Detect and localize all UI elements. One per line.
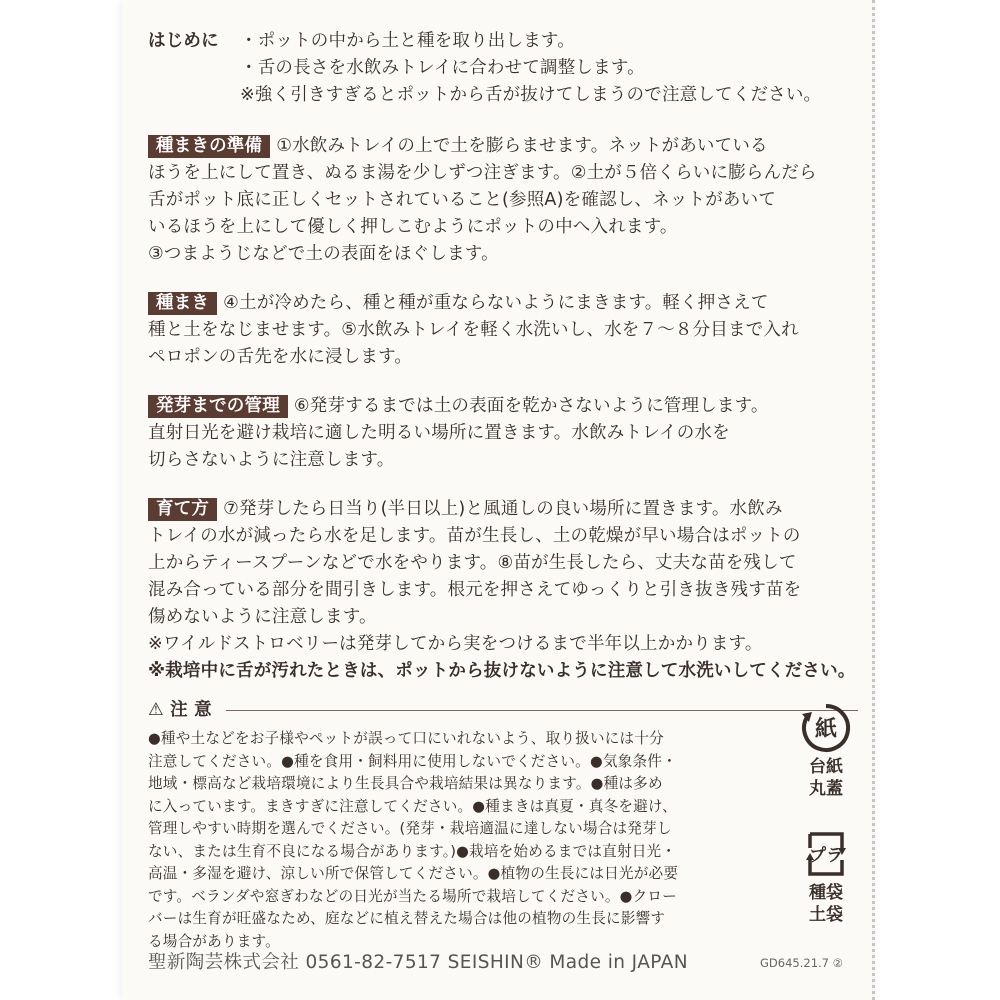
plastic-caption-2: 土袋: [809, 905, 843, 925]
section-badge: 発芽までの管理: [148, 395, 288, 418]
section-line: ペロポンの舌先を水に浸します。: [148, 347, 413, 367]
intro-line: ・舌の長さを水飲みトレイに合わせて調整します。: [240, 58, 645, 78]
section-how-to-grow: [148, 496, 858, 685]
section-line: ほうを上にして置き、ぬるま湯を少しずつ注ぎます。②土が５倍くらいに膨らんだら: [148, 163, 817, 183]
caution-heading: ⚠ 注 意: [148, 700, 212, 720]
section-badge: 育て方: [148, 498, 217, 521]
intro-line: ・ポットの中から土と種を取り出します。: [240, 31, 575, 51]
section-line: トレイの水が減ったら水を足します。苗が生長し、土の乾燥が早い場合はポットの: [148, 526, 801, 546]
section-line: ①水飲みトレイの上で土を膨らませます。ネットがあいている: [276, 136, 768, 156]
paper-symbol: 紙: [814, 717, 838, 742]
caution-heading-row: [148, 697, 858, 724]
section-germination-care: [148, 393, 858, 474]
perforation-line: [872, 0, 875, 1000]
intro-section: [148, 28, 858, 109]
intro-lines: [240, 28, 821, 109]
caution-line: です。ベランダや窓ぎわなどの日光が当たる場所で栽培してください。●クロー: [148, 887, 677, 905]
section-line: 直射日光を避け栽培に適した明るい場所に置きます。水飲みトレイの水を: [148, 423, 730, 443]
paper-recycle-icon: [798, 700, 854, 756]
caution-line: ●種や土などをお子様やペットが誤って口にいれないよう、取り扱いには十分: [148, 730, 664, 747]
section-line: ③つまようじなどで土の表面をほぐします。: [148, 244, 499, 264]
caution-line: 高温・多湿を避け、涼しい所で保管してください。●植物の生長には日光が必要: [148, 865, 679, 882]
bold-note: ※栽培中に舌が汚れたときは、ポットから抜けないように注意して水洗いしてください。: [148, 661, 856, 681]
section-line: ⑥発芽するまでは土の表面を乾かさないように管理します。: [293, 396, 769, 416]
section-badge: 種まきの準備: [148, 135, 270, 158]
plastic-recycle-icon: [798, 826, 854, 882]
section-line: 種と土をなじませます。⑤水飲みトレイを軽く水洗いし、水を７〜８分目まで入れ: [148, 320, 799, 340]
caution-line: 管理しやすい時期を選んでください。(発芽・栽培適温に達しない場合は発芽し: [148, 820, 672, 837]
plastic-caption-1: 種袋: [809, 883, 843, 903]
paper-caption-1: 台紙: [809, 757, 843, 777]
intro-label: はじめに: [148, 31, 219, 51]
plastic-symbol: プラ: [809, 846, 843, 866]
section-line: 舌がポット底に正しくセットされていること(参照A)を確認し、ネットがあいて: [148, 190, 777, 210]
caution-line: バーは生育が旺盛なため、庭などに植え替えた場合は他の植物の生長に影響す: [148, 910, 666, 927]
product-code: GD645.21.7 ②: [760, 956, 843, 970]
section-line: ※ワイルドストロベリーは発芽してから実をつけるまで半年以上かかります。: [148, 634, 763, 654]
caution-line: 地域・標高など栽培環境により生長具合や栽培結果は異なります。●種は多め: [148, 775, 663, 792]
paper-recycle-mark: [784, 700, 868, 800]
section-sowing: [148, 290, 858, 371]
caution-line: 注意してください。●種を食用・飼料用に使用しないでください。●気象条件・: [148, 752, 677, 770]
section-line: 切らさないように注意します。: [148, 450, 395, 470]
caution-body: [148, 728, 783, 953]
section-line: 上からティースプーンなどで水をやります。⑧苗が生長したら、丈夫な苗を残して: [148, 553, 797, 573]
section-line: ⑦発芽したら日当り(半日以上)と風通しの良い場所に置きます。水飲み: [223, 499, 783, 519]
section-line: 傷めないように注意します。: [148, 607, 377, 627]
paper-caption-2: 丸蓋: [809, 779, 843, 799]
section-badge: 種まき: [148, 292, 217, 315]
plastic-recycle-mark: [784, 826, 868, 926]
section-sowing-prep: [148, 133, 858, 268]
section-line: 混み合っている部分を間引きします。根元を押さえてゆっくりと引き抜き残す苗を: [148, 580, 802, 600]
intro-line: ※強く引きすぎるとポットから舌が抜けてしまうので注意してください。: [240, 85, 822, 105]
caution-line: ない、または生育不良になる場合があります。)●栽培を始めるまでは直射日光・: [148, 842, 677, 860]
section-line: ④土が冷めたら、種と種が重ならないようにまきます。軽く押さえて: [223, 293, 769, 313]
caution-line: る場合があります。: [148, 932, 280, 950]
caution-line: に入っています。まきすぎに注意してください。●種まきは真夏・真冬を避け、: [148, 797, 677, 815]
instructions-content: [148, 28, 858, 953]
section-line: いるほうを上にして優しく押しこむようにポットの中へ入れます。: [148, 217, 678, 237]
company-footer: 聖新陶芸株式会社 0561-82-7517 SEISHIN® Made in JAPAN: [148, 952, 688, 973]
caution-divider: [226, 710, 858, 711]
